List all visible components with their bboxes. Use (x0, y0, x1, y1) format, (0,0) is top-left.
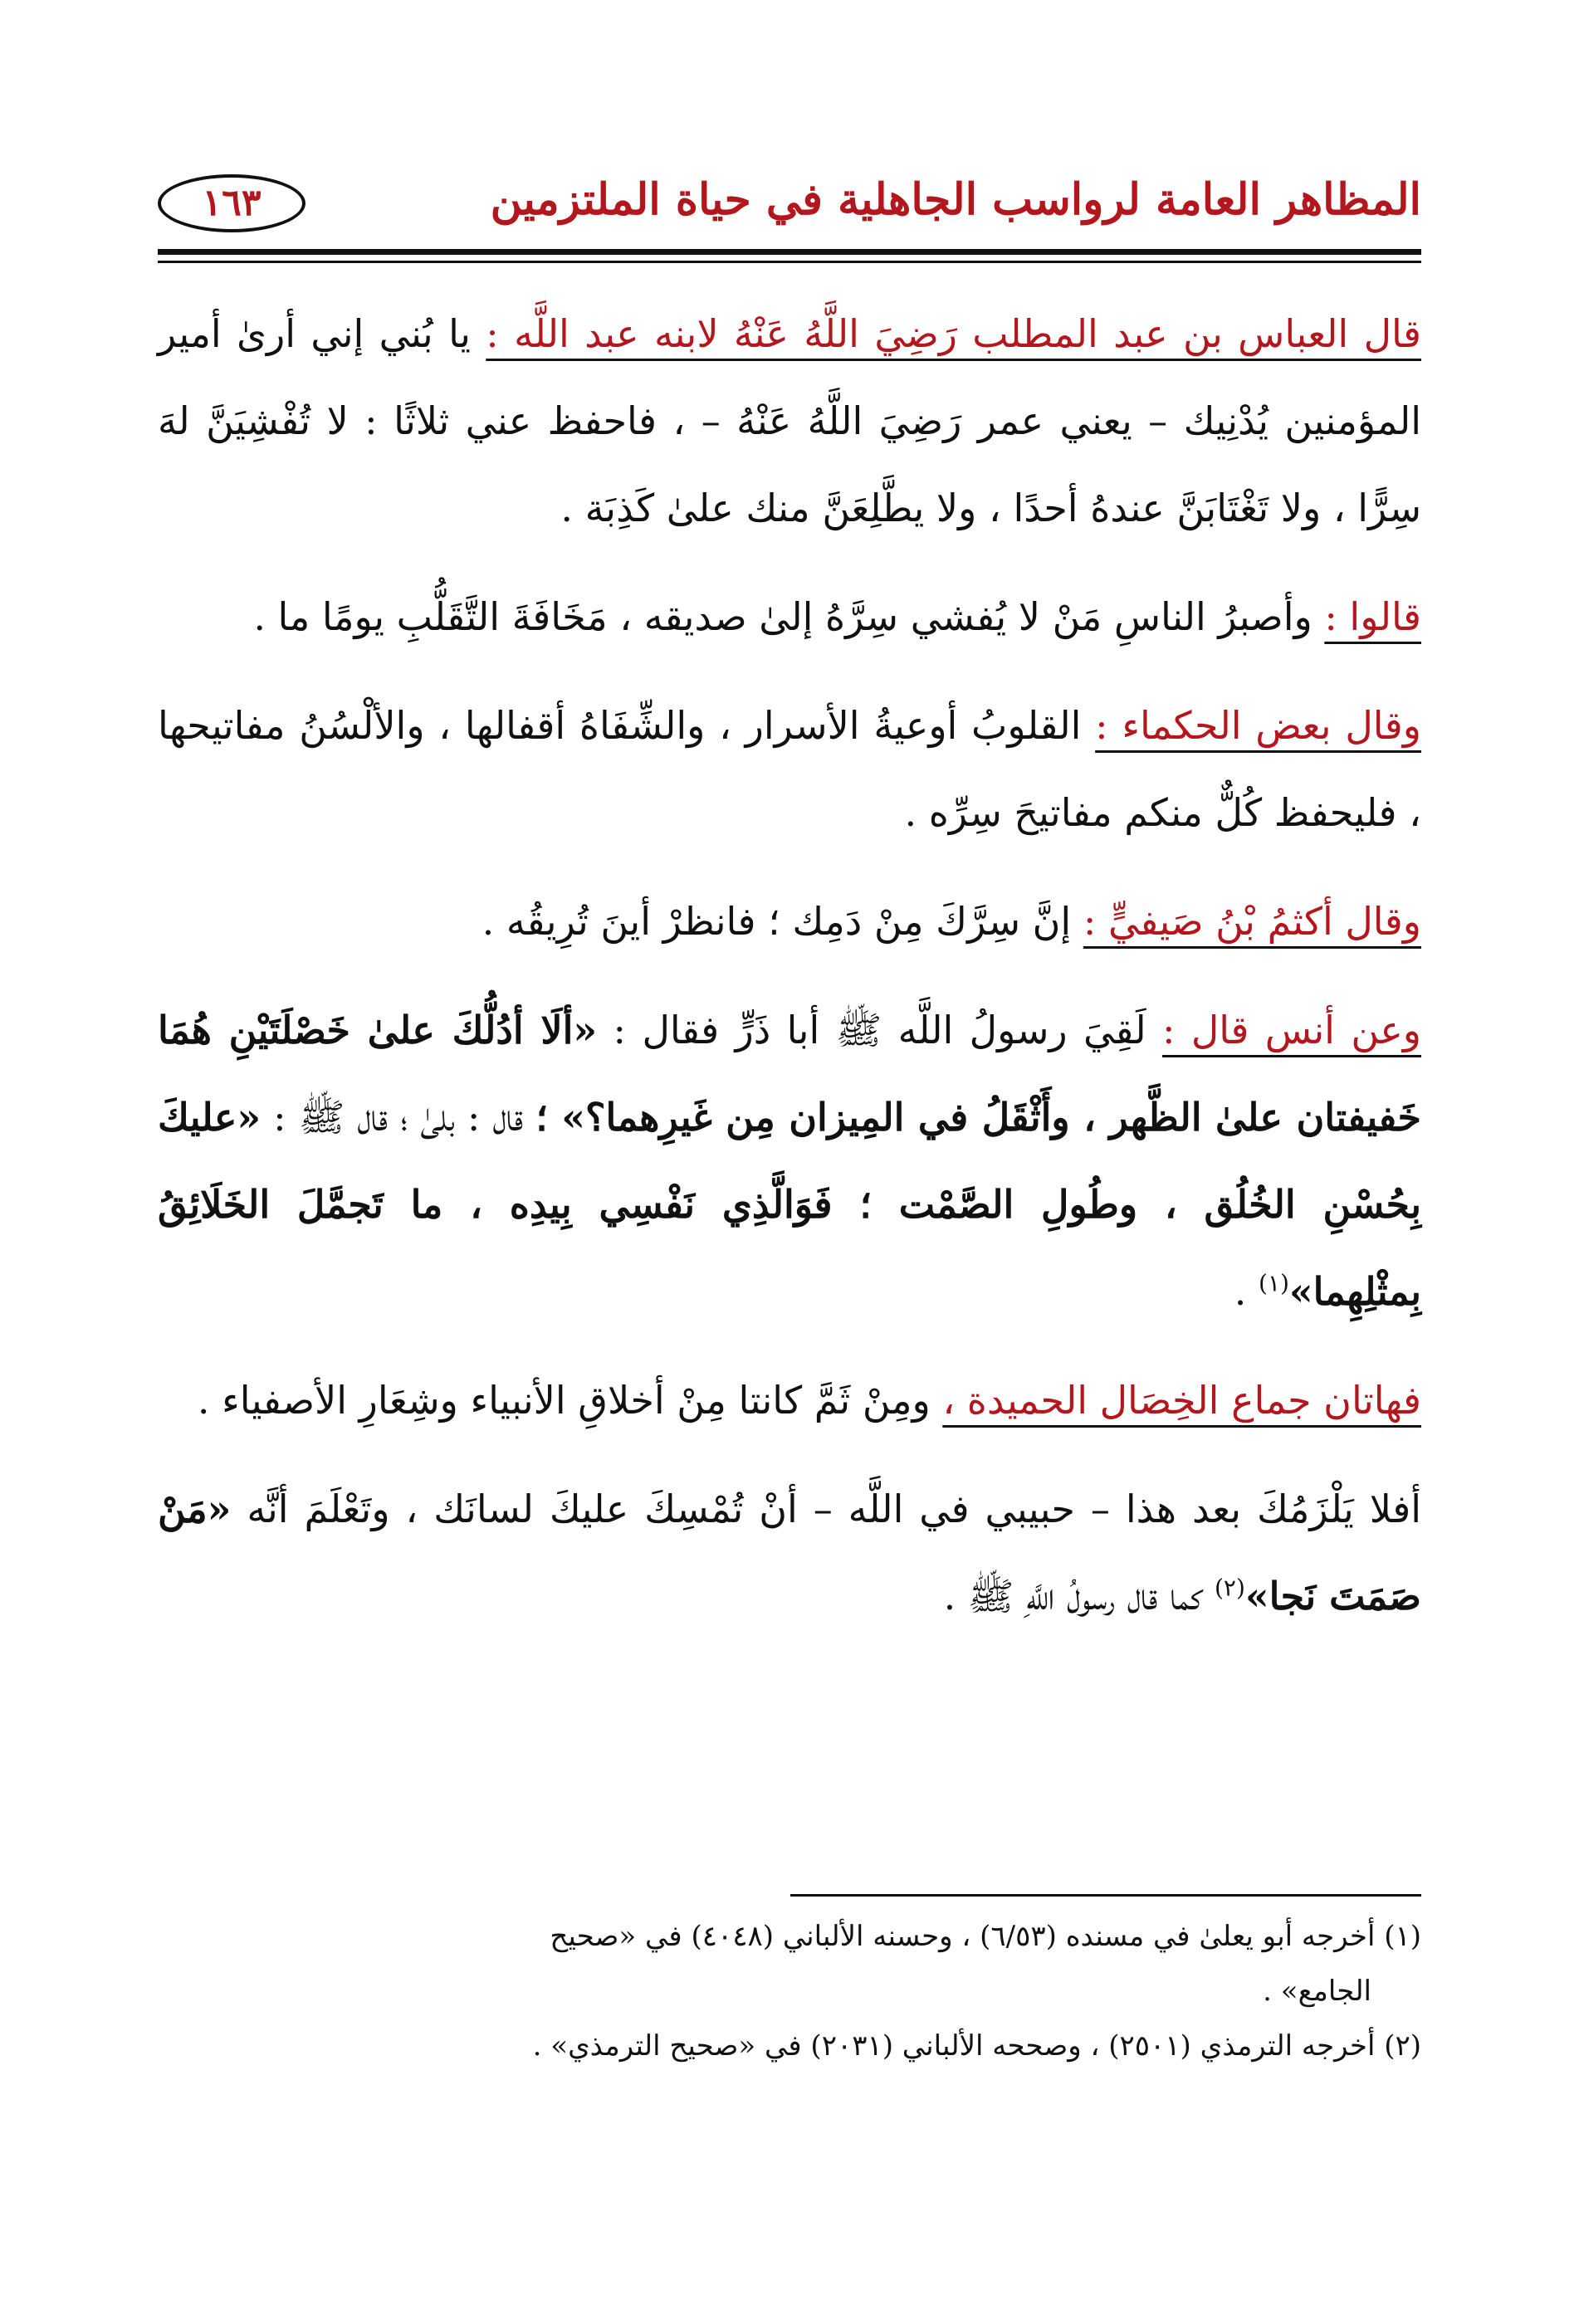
footnote-rule (790, 1894, 1421, 1897)
paragraph-text: إنَّ سِرَّكَ مِنْ دَمِك ؛ فانظرْ أينَ تُرِيقُه . (482, 899, 1083, 944)
paragraph-text: وأصبرُ الناسِ مَنْ لا يُفشي سِرَّهُ إلىٰ صديقه ، مَخَافَةَ التَّقَلُّبِ يومًا ما . (253, 594, 1325, 639)
paragraph-traits (158, 1357, 1421, 1444)
paragraph-aktham (158, 878, 1421, 965)
running-title: المظاهر العامة لرواسب الجاهلية في حياة الملتزمين (490, 174, 1421, 225)
paragraph-lead: وعن أنس قال : (1162, 1008, 1421, 1052)
paragraph-lead: وقال بعض الحكماء : (1095, 703, 1421, 748)
paragraph-lead: وقال أكثمُ بْنُ صَيفيٍّ : (1083, 899, 1421, 944)
body-text (158, 290, 1421, 1662)
paragraph-text: ومِنْ ثَمَّ كانتا مِنْ أخلاقِ الأنبياء وشِعَارِ الأصفياء . (197, 1378, 943, 1423)
paragraph-anas-hadith (158, 987, 1421, 1335)
footnote-1: (١) أخرجه أبو يعلىٰ في مسنده (٦/٥٣) ، وحسنه الألباني (٤٠٤٨) في «صحيح (550, 1920, 1421, 1953)
paragraph-abbas (158, 290, 1421, 552)
closing-text-1: أفلا يَلْزَمُكَ بعد هذا – حبيبي في اللَّه – أنْ تُمْسِكَ عليكَ لسانَك ، وتَعْلَمَ أنَّه (231, 1487, 1421, 1531)
hadith-quote-2: «عليكَ بِحُسْنِ الخُلُق ، وطُولِ الصَّمْت ؛ فَوَالَّذِي نَفْسِي بِيدِه ، ما تَجمَّلَ الخَلَائِقُ بِمثْلِهِما» (158, 1095, 1421, 1314)
paragraph-lead: فهاتان جماع الخِصَال الحميدة ، (942, 1378, 1421, 1423)
hadith-intro: لَقِيَ رسولُ اللَّه ﷺ أبا ذَرٍّ فقال : (597, 1008, 1162, 1052)
footnote-1-continuation: الجامع» . (1263, 1975, 1371, 2008)
footnote-2: (٢) أخرجه الترمذي (٢٥٠١) ، وصححه الألباني (٢٠٣١) في «صحيح الترمذي» . (532, 2029, 1421, 2063)
closing-quote: «مَنْ صَمَتَ نَجا» (158, 1487, 1421, 1618)
header-rule-thin (158, 261, 1421, 263)
paragraph-hukama (158, 682, 1421, 857)
page-number: ١٦٣ (158, 174, 306, 232)
paragraph-lead: قالوا : (1324, 594, 1421, 639)
paragraph-text: يا بُني إني أرىٰ أمير المؤمنين يُدْنِيك – يعني عمر رَضِيَ اللَّهُ عَنْهُ – ، فاحفظ عني ثلاثًا : لا تُفْشِيَنَّ لهَ سِرًّا ، ولا تَغْتَابَنَّ عندهُ أحدًا ، ولا يطَّلِعَنَّ منك علىٰ كَذِبَة . (158, 311, 1421, 530)
header-rule-thick (158, 249, 1421, 255)
hadith-reply: قال : بلىٰ ؛ قال ﷺ : (261, 1095, 536, 1140)
paragraph-lead: قال العباس بن عبد المطلب رَضِيَ اللَّهُ عَنْهُ لابنه عبد اللَّه : (486, 311, 1421, 356)
footnotes (158, 1909, 1421, 2073)
hadith-end: . (1234, 1269, 1259, 1314)
paragraph-qalu (158, 574, 1421, 661)
paragraph-closing (158, 1466, 1421, 1640)
footnote-ref-2: (٢) (1214, 1574, 1245, 1602)
closing-text-2: كما قال رسولُ اللَّهِ ﷺ . (943, 1574, 1215, 1618)
footnote-ref-1: (١) (1259, 1269, 1289, 1297)
paragraph-text: القلوبُ أوعيةُ الأسرار ، والشِّفَاهُ أقفالها ، والألْسُنُ مفاتيحها ، فليحفظ كُلٌّ منكم مفاتيحَ سِرِّه . (158, 703, 1421, 835)
page-header (158, 149, 1421, 241)
hadith-quote-1: «ألَا أدُلُّكَ علىٰ خَصْلَتَيْنِ هُمَا خَفيفتان علىٰ الظَّهر ، وأَثْقَلُ في المِيزان مِن غَيرِهما؟» ؛ (158, 1008, 1421, 1140)
